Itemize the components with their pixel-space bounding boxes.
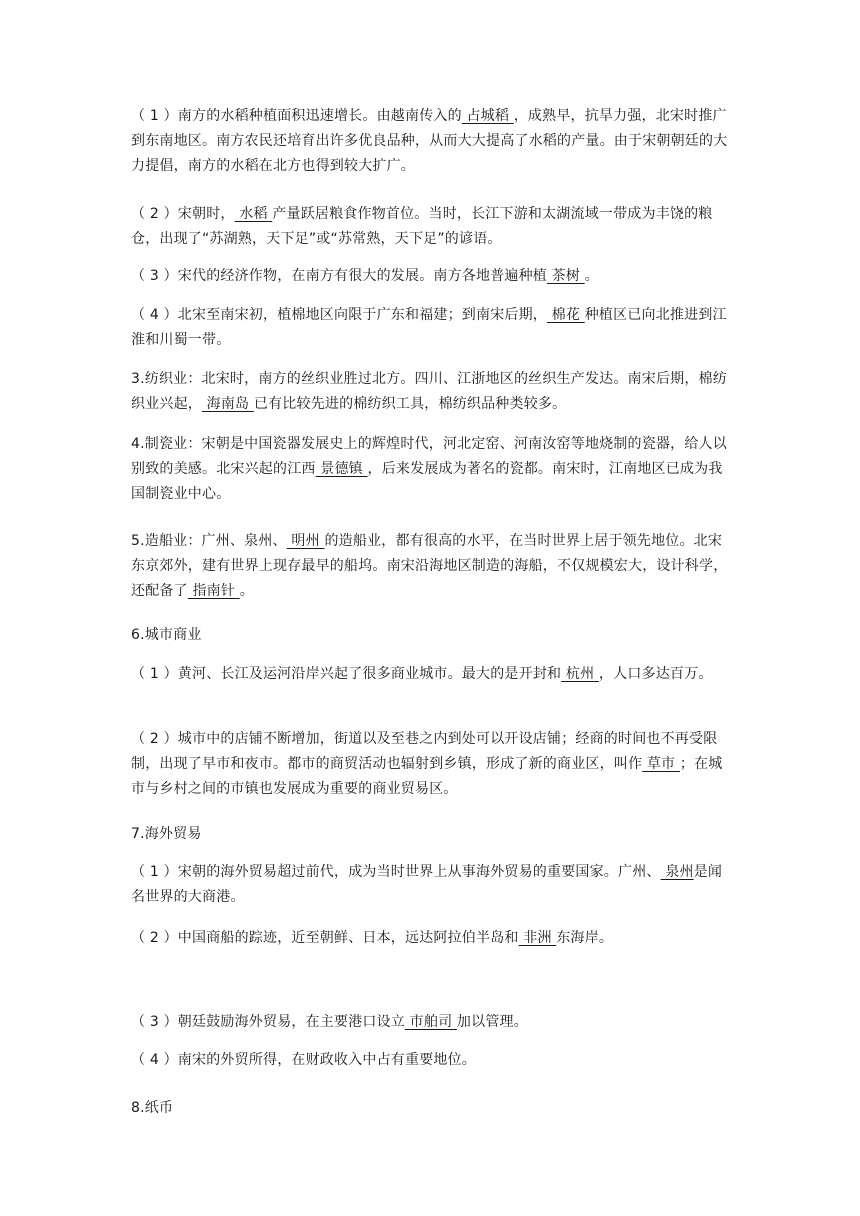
text: 已有比较先进的棉纺织工具，棉纺织品种类较多。	[253, 396, 567, 412]
answer-blank: 指南针	[187, 583, 240, 599]
text: 。	[584, 268, 599, 284]
text: 8.纸币	[131, 1100, 174, 1116]
text: 7.海外贸易	[131, 826, 202, 842]
paragraph-markets	[131, 727, 731, 802]
paragraph-rice-1	[131, 104, 731, 179]
paragraph-cities	[131, 662, 731, 687]
text: 种植区已向北推进到江淮和川蜀一带。	[131, 307, 727, 348]
paragraph-trade-3	[131, 1010, 731, 1035]
text: （ 1 ）南方的水稻种植面积迅速增长。由越南传入的	[131, 108, 462, 124]
text: 6.城市商业	[131, 627, 202, 643]
paragraph-trade-4	[131, 1048, 731, 1073]
answer-blank: 茶树	[547, 268, 585, 284]
answer-blank: 明州	[286, 533, 325, 549]
answer-blank: 景德镇	[315, 461, 368, 477]
text: ，后来发展成为著名的瓷都。南宋时，江南地区已成为我国制瓷业中心。	[131, 461, 723, 502]
paragraph-porcelain	[131, 432, 731, 507]
answer-blank: 草市	[642, 756, 680, 772]
paragraph-cotton	[131, 303, 731, 353]
paragraph-textile	[131, 367, 731, 417]
answer-blank: 棉花	[547, 307, 585, 323]
text: （ 4 ）北宋至南宋初，植棉地区向限于广东和福建；到南宋后期，	[131, 307, 548, 323]
answer-blank: 占城稻	[461, 108, 514, 124]
text: （ 1 ）黄河、长江及运河沿岸兴起了很多商业城市。最大的是开封和	[131, 666, 562, 682]
text: （ 4 ）南宋的外贸所得，在财政收入中占有重要地位。	[131, 1052, 477, 1068]
paragraph-trade-2	[131, 926, 731, 951]
text: （ 2 ）城市中的店铺不断增加，街道以及至巷之内到处可以开设店铺；经商的时间也不再受限制，出现了早市和夜市。都市的商贸活动也辐射到乡镇，形成了新的商业区，叫作	[131, 731, 718, 772]
paragraph-tea	[131, 264, 731, 289]
text: （ 3 ）宋代的经济作物，在南方有很大的发展。南方各地普遍种植	[131, 268, 548, 284]
answer-blank: 泉州	[660, 864, 694, 880]
text: 4.制瓷业：宋朝是中国瓷器发展史上的辉煌时代，河北定窑、河南汝窑等地烧制的瓷器，给人以别致的美感。北宋兴起的江西	[131, 436, 727, 477]
text: ；在城市与乡村之间的市镇也发展成为重要的商业贸易区。	[131, 756, 723, 797]
text: 加以管理。	[456, 1014, 528, 1030]
text: ，人口多达百万。	[598, 666, 713, 682]
section-heading-commerce	[131, 623, 731, 648]
text: 3.纺织业：北宋时，南方的丝织业胜过北方。四川、江浙地区的丝织生产发达。南宋后期，棉纺织业兴起，	[131, 371, 727, 412]
text: 是闻名世界的大商港。	[131, 864, 723, 905]
text: 的造船业，都有很高的水平，在当时世界上居于领先地位。北宋东京郊外，建有世界上现存最早的船坞。南宋沿海地区制造的海船，不仅规模宏大，设计科学，还配备了	[131, 533, 728, 599]
text: 产量跃居粮食作物首位。当时，长江下游和太湖流域一带成为丰饶的粮仓，出现了“苏湖熟，天下足”或“苏常熟，天下足”的谚语。	[131, 206, 713, 247]
text: ，成熟早，抗旱力强，北宋时推广到东南地区。南方农民还培育出许多优良品种，从而大大提高了水稻的产量。由于宋朝朝廷的大力提倡，南方的水稻在北方也得到较大扩广。	[131, 108, 728, 174]
answer-blank: 杭州	[561, 666, 599, 682]
paragraph-shipbuilding	[131, 529, 731, 604]
answer-blank: 市舶司	[405, 1014, 457, 1030]
text: （ 2 ）中国商船的踪迹，近至朝鲜、日本，远达阿拉伯半岛和	[131, 930, 519, 946]
section-heading-paper-money	[131, 1096, 731, 1121]
answer-blank: 非洲	[518, 930, 557, 946]
answer-blank: 水稻	[234, 206, 273, 222]
text: 。	[239, 583, 254, 599]
text: （ 2 ）宋朝时，	[131, 206, 235, 222]
text: 东海岸。	[556, 930, 614, 946]
answer-blank: 海南岛	[202, 396, 254, 412]
paragraph-rice-2	[131, 202, 731, 252]
text: 5.造船业：广州、泉州、	[131, 533, 287, 549]
paragraph-trade-1	[131, 860, 731, 910]
section-heading-trade	[131, 822, 731, 847]
text: （ 3 ）朝廷鼓励海外贸易，在主要港口设立	[131, 1014, 406, 1030]
text: （ 1 ）宋朝的海外贸易超过前代，成为当时世界上从事海外贸易的重要国家。广州、	[131, 864, 661, 880]
